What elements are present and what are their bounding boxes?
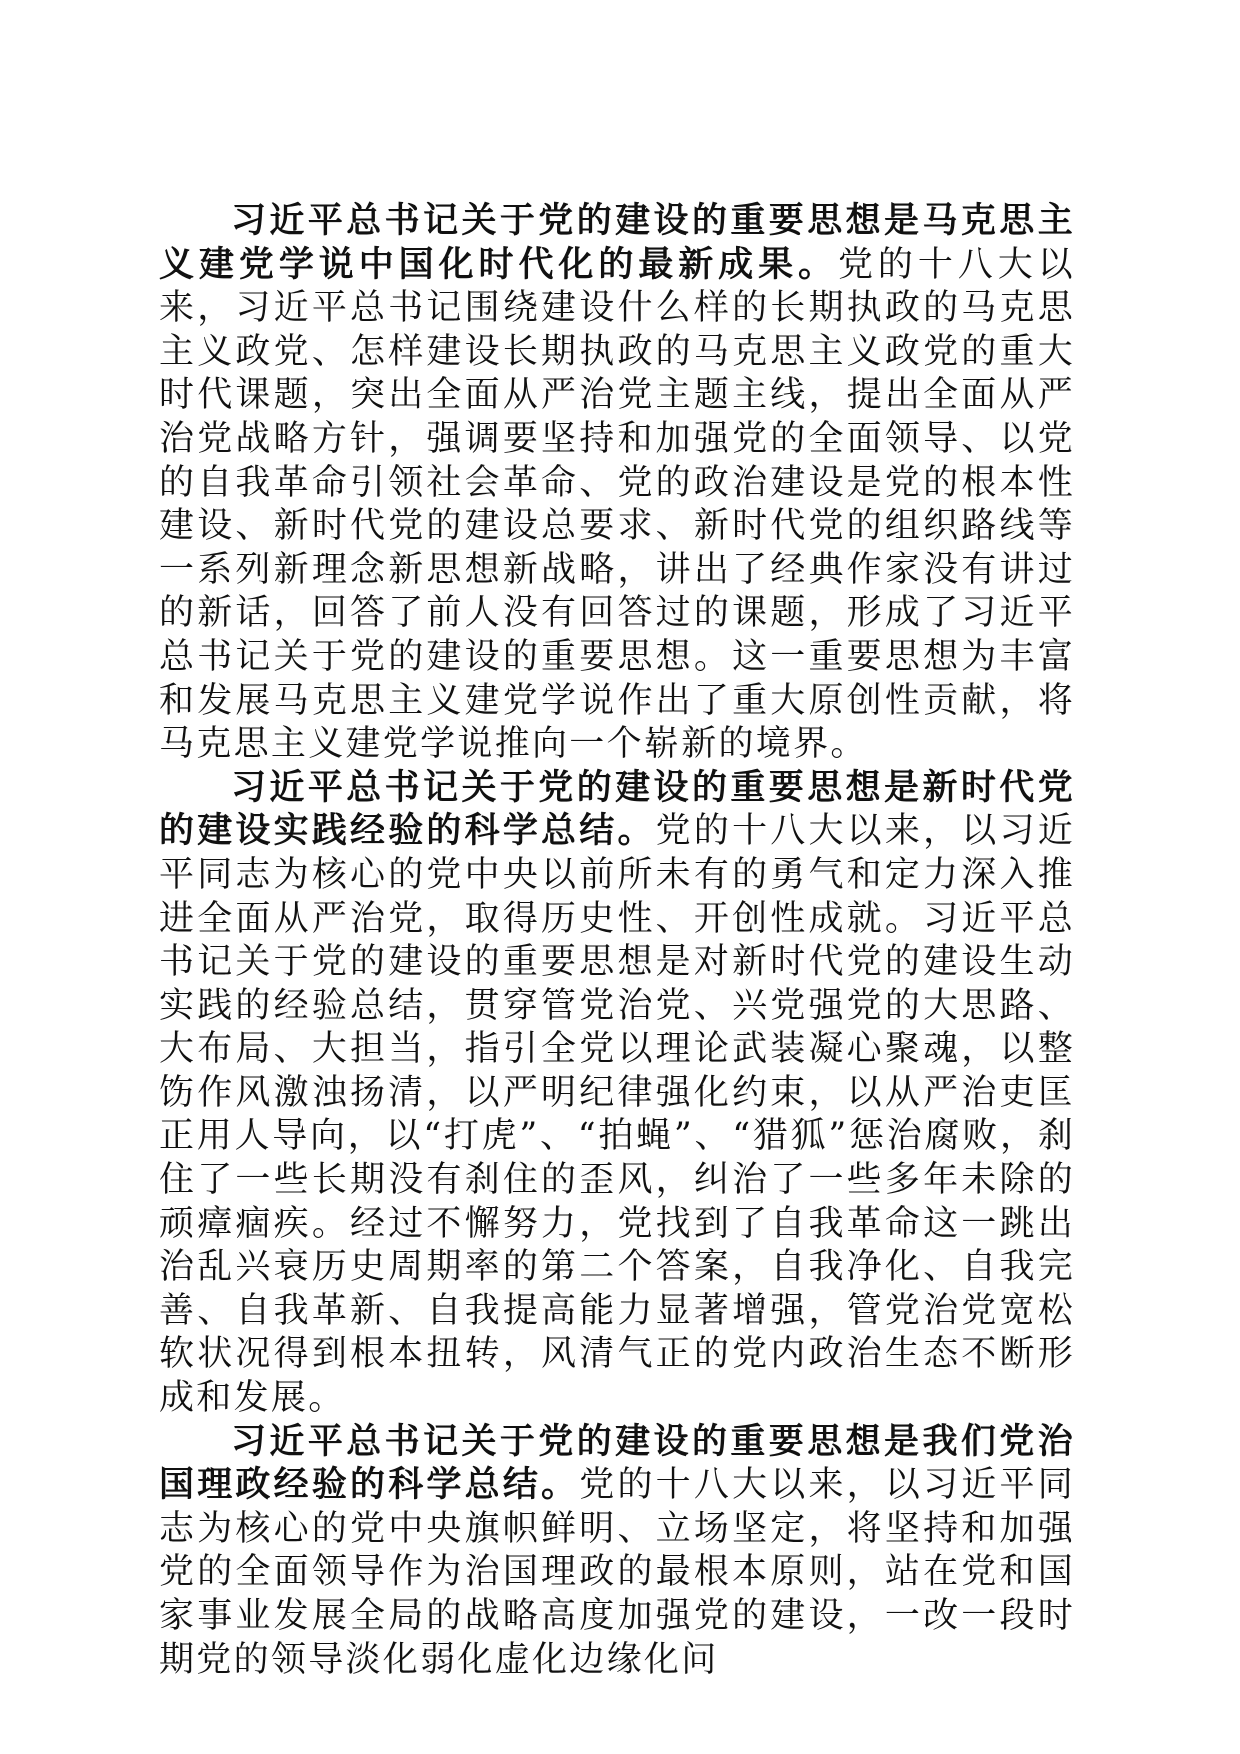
document-body [159,200,1075,1682]
paragraph-2-lead: 习近平总书记关于党的建设的重要思想是新时代党的建设实践经验的科学总结。 [159,767,1075,852]
paragraph-3-lead: 习近平总书记关于党的建设的重要思想是我们党治国理政经验的科学总结。 [159,1421,1075,1506]
paragraph-3 [159,1421,1075,1683]
paragraph-1-lead: 习近平总书记关于党的建设的重要思想是马克思主义建党学说中国化时代化的最新成果。 [159,201,1075,285]
paragraph-3-body: 党的十八大以来，以习近平同志为核心的党中央旗帜鲜明、立场坚定，将坚持和加强党的全面领导作为治国理政的最根本原则，站在党和国家事业发展全局的战略高度加强党的建设，一改一段时期党的领导淡化弱化虚化边缘化问 [159,1465,1075,1680]
paragraph-1-body: 党的十八大以来，习近平总书记围绕建设什么样的长期执政的马克思主义政党、怎样建设长期执政的马克思主义政党的重大时代课题，突出全面从严治党主题主线，提出全面从严治党战略方针，强调要坚持和加强党的全面领导、以党的自我革命引领社会革命、党的政治建设是党的根本性建设、新时代党的建设总要求、新时代党的组织路线等一系列新理念新思想新战略，讲出了经典作家没有讲过的新话，回答了前人没有回答过的课题，形成了习近平总书记关于党的建设的重要思想。这一重要思想为丰富和发展马克思主义建党学说作出了重大原创性贡献，将马克思主义建党学说推向一个崭新的境界。 [159,244,1075,765]
paragraph-1 [159,200,1075,767]
paragraph-2 [159,767,1075,1421]
paragraph-2-body: 党的十八大以来，以习近平同志为核心的党中央以前所未有的勇气和定力深入推进全面从严治党，取得历史性、开创性成就。习近平总书记关于党的建设的重要思想是对新时代党的建设生动实践的经验总结，贯穿管党治党、兴党强党的大思路、大布局、大担当，指引全党以理论武装凝心聚魂，以整饬作风激浊扬清，以严明纪律强化约束，以从严治吏匡正用人导向，以“打虎”、“拍蝇”、“猎狐”惩治腐败，刹住了一些长期没有刹住的歪风，纠治了一些多年未除的顽瘴痼疾。经过不懈努力，党找到了自我革命这一跳出治乱兴衰历史周期率的第二个答案，自我净化、自我完善、自我革新、自我提高能力显著增强，管党治党宽松软状况得到根本扭转，风清气正的党内政治生态不断形成和发展。 [159,811,1075,1419]
